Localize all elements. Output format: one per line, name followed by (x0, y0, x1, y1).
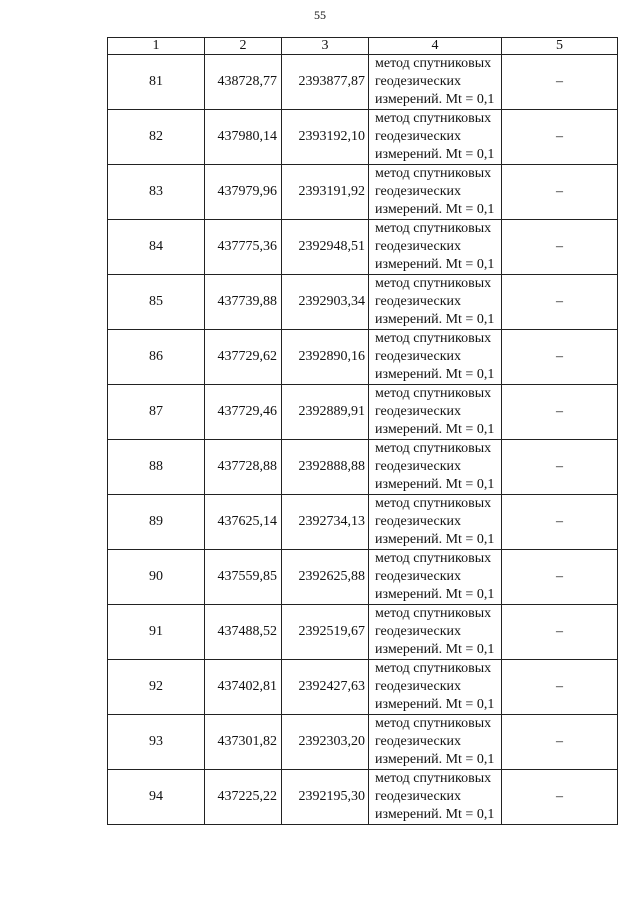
note-cell: – (502, 275, 618, 330)
method-line: геодезических (375, 349, 462, 364)
method-cell (369, 550, 502, 605)
method-line: измерений. Mt = 0,1 (375, 697, 495, 712)
method-line: геодезических (375, 239, 462, 254)
method-line: измерений. Mt = 0,1 (375, 752, 495, 767)
method-line: измерений. Mt = 0,1 (375, 477, 495, 492)
method-line: геодезических (375, 514, 462, 529)
method-line: метод спутниковых (375, 56, 492, 71)
point-number-cell: 92 (108, 660, 205, 715)
x-coordinate-cell: 437625,14 (205, 495, 282, 550)
table-row (108, 220, 618, 275)
table-row (108, 440, 618, 495)
y-coordinate-cell: 2392903,34 (282, 275, 369, 330)
y-coordinate-cell: 2392888,88 (282, 440, 369, 495)
x-coordinate-cell: 437980,14 (205, 110, 282, 165)
column-header: 1 (108, 38, 205, 55)
note-cell: – (502, 770, 618, 825)
table-row (108, 275, 618, 330)
method-cell (369, 275, 502, 330)
method-line: измерений. Mt = 0,1 (375, 147, 495, 162)
method-line: измерений. Mt = 0,1 (375, 367, 495, 382)
table-row (108, 715, 618, 770)
table-row (108, 495, 618, 550)
method-line: геодезических (375, 294, 462, 309)
method-cell (369, 605, 502, 660)
x-coordinate-cell: 437402,81 (205, 660, 282, 715)
point-number-cell: 94 (108, 770, 205, 825)
method-line: измерений. Mt = 0,1 (375, 202, 495, 217)
table-row (108, 770, 618, 825)
method-line: метод спутниковых (375, 111, 492, 126)
method-cell (369, 440, 502, 495)
method-cell (369, 715, 502, 770)
point-number-cell: 84 (108, 220, 205, 275)
y-coordinate-cell: 2392889,91 (282, 385, 369, 440)
method-line: метод спутниковых (375, 166, 492, 181)
method-line: метод спутниковых (375, 606, 492, 621)
y-coordinate-cell: 2392303,20 (282, 715, 369, 770)
page-number: 55 (314, 8, 326, 22)
method-line: геодезических (375, 679, 462, 694)
table-header-row (108, 38, 618, 55)
method-line: измерений. Mt = 0,1 (375, 257, 495, 272)
method-cell (369, 385, 502, 440)
coordinates-table (107, 37, 618, 825)
y-coordinate-cell: 2392948,51 (282, 220, 369, 275)
x-coordinate-cell: 437739,88 (205, 275, 282, 330)
table-row (108, 550, 618, 605)
y-coordinate-cell: 2392427,63 (282, 660, 369, 715)
x-coordinate-cell: 438728,77 (205, 55, 282, 110)
y-coordinate-cell: 2392625,88 (282, 550, 369, 605)
method-line: метод спутниковых (375, 496, 492, 511)
table-row (108, 385, 618, 440)
method-line: геодезических (375, 184, 462, 199)
note-cell: – (502, 55, 618, 110)
method-cell (369, 330, 502, 385)
method-cell (369, 660, 502, 715)
method-line: геодезических (375, 129, 462, 144)
method-line: измерений. Mt = 0,1 (375, 807, 495, 822)
method-line: геодезических (375, 624, 462, 639)
method-line: измерений. Mt = 0,1 (375, 422, 495, 437)
point-number-cell: 86 (108, 330, 205, 385)
note-cell: – (502, 220, 618, 275)
method-line: метод спутниковых (375, 331, 492, 346)
method-line: геодезических (375, 74, 462, 89)
method-line: метод спутниковых (375, 661, 492, 676)
method-line: метод спутниковых (375, 441, 492, 456)
table-row (108, 55, 618, 110)
point-number-cell: 87 (108, 385, 205, 440)
method-line: геодезических (375, 404, 462, 419)
point-number-cell: 88 (108, 440, 205, 495)
method-cell (369, 165, 502, 220)
point-number-cell: 81 (108, 55, 205, 110)
table-row (108, 330, 618, 385)
method-line: геодезических (375, 569, 462, 584)
y-coordinate-cell: 2393877,87 (282, 55, 369, 110)
note-cell: – (502, 440, 618, 495)
note-cell: – (502, 550, 618, 605)
method-line: метод спутниковых (375, 276, 492, 291)
column-header: 3 (282, 38, 369, 55)
method-line: измерений. Mt = 0,1 (375, 642, 495, 657)
column-header: 2 (205, 38, 282, 55)
note-cell: – (502, 165, 618, 220)
table-body (108, 55, 618, 825)
y-coordinate-cell: 2392890,16 (282, 330, 369, 385)
method-line: измерений. Mt = 0,1 (375, 312, 495, 327)
table-row (108, 605, 618, 660)
table-row (108, 660, 618, 715)
x-coordinate-cell: 437775,36 (205, 220, 282, 275)
y-coordinate-cell: 2392195,30 (282, 770, 369, 825)
method-line: метод спутниковых (375, 551, 492, 566)
point-number-cell: 90 (108, 550, 205, 605)
point-number-cell: 83 (108, 165, 205, 220)
column-header: 4 (369, 38, 502, 55)
method-line: метод спутниковых (375, 771, 492, 786)
method-cell (369, 495, 502, 550)
x-coordinate-cell: 437729,62 (205, 330, 282, 385)
x-coordinate-cell: 437488,52 (205, 605, 282, 660)
method-line: измерений. Mt = 0,1 (375, 532, 495, 547)
point-number-cell: 91 (108, 605, 205, 660)
method-line: геодезических (375, 459, 462, 474)
method-line: геодезических (375, 734, 462, 749)
y-coordinate-cell: 2392734,13 (282, 495, 369, 550)
method-line: измерений. Mt = 0,1 (375, 587, 495, 602)
method-cell (369, 110, 502, 165)
point-number-cell: 89 (108, 495, 205, 550)
note-cell: – (502, 110, 618, 165)
method-cell (369, 770, 502, 825)
column-header: 5 (502, 38, 618, 55)
point-number-cell: 82 (108, 110, 205, 165)
method-line: метод спутниковых (375, 221, 492, 236)
note-cell: – (502, 330, 618, 385)
x-coordinate-cell: 437979,96 (205, 165, 282, 220)
y-coordinate-cell: 2392519,67 (282, 605, 369, 660)
y-coordinate-cell: 2393191,92 (282, 165, 369, 220)
note-cell: – (502, 660, 618, 715)
x-coordinate-cell: 437728,88 (205, 440, 282, 495)
note-cell: – (502, 605, 618, 660)
method-cell (369, 55, 502, 110)
method-line: геодезических (375, 789, 462, 804)
table-row (108, 110, 618, 165)
point-number-cell: 93 (108, 715, 205, 770)
point-number-cell: 85 (108, 275, 205, 330)
x-coordinate-cell: 437301,82 (205, 715, 282, 770)
method-cell (369, 220, 502, 275)
method-line: измерений. Mt = 0,1 (375, 92, 495, 107)
y-coordinate-cell: 2393192,10 (282, 110, 369, 165)
method-line: метод спутниковых (375, 386, 492, 401)
table-row (108, 165, 618, 220)
note-cell: – (502, 715, 618, 770)
note-cell: – (502, 495, 618, 550)
x-coordinate-cell: 437729,46 (205, 385, 282, 440)
note-cell: – (502, 385, 618, 440)
method-line: метод спутниковых (375, 716, 492, 731)
x-coordinate-cell: 437559,85 (205, 550, 282, 605)
x-coordinate-cell: 437225,22 (205, 770, 282, 825)
